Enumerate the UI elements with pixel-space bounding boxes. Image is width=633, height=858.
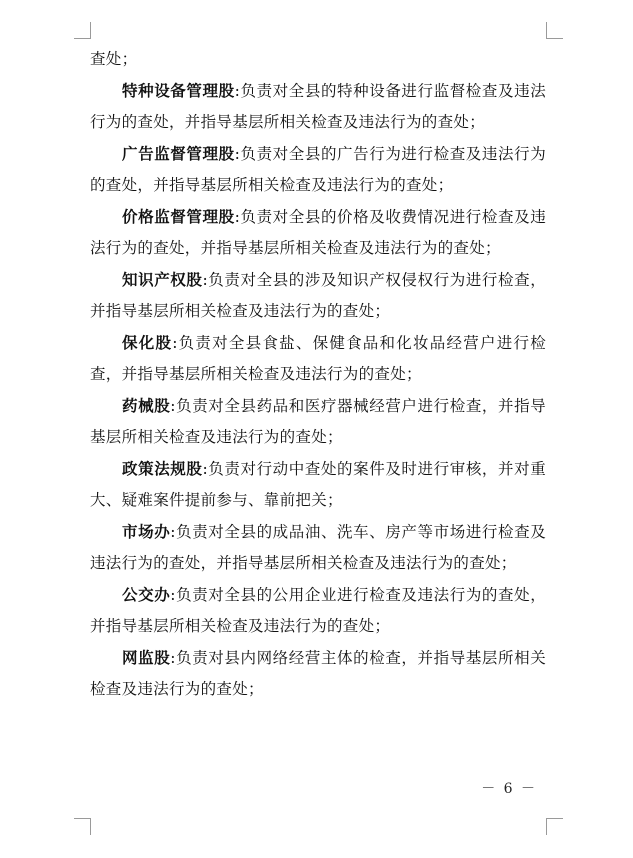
- paragraph-market-office: [90, 517, 546, 580]
- crop-mark-top-right: [546, 22, 563, 39]
- paragraph-policy-law: [90, 454, 546, 517]
- department-title: 价格监督管理股: [122, 207, 235, 226]
- paragraph-price: [90, 202, 546, 265]
- department-title: 知识产权股: [122, 270, 203, 289]
- department-title: 市场办: [122, 522, 171, 541]
- paragraph-advertising: [90, 139, 546, 202]
- department-duty: :负责对全县的成品油、洗车、房产等市场进行检查及违法行为的查处，并指导基层所相关检查及违法行为的查处；: [90, 522, 546, 572]
- department-duty: :负责对全县的广告行为进行检查及违法行为的查处，并指导基层所相关检查及违法行为的查处；: [90, 144, 546, 194]
- paragraph-drugs-devices: [90, 391, 546, 454]
- continuation-text: 查处；: [90, 50, 138, 68]
- paragraph-public-utilities: [90, 580, 546, 643]
- page-number: － 6 －: [481, 781, 537, 797]
- department-duty: :负责对县内网络经营主体的检查，并指导基层所相关检查及违法行为的查处；: [90, 648, 546, 698]
- department-title: 政策法规股: [122, 459, 203, 478]
- crop-mark-bottom-left: [74, 818, 91, 835]
- department-title: 保化股: [122, 333, 173, 352]
- department-title: 网监股: [122, 648, 171, 667]
- department-title: 广告监督管理股: [122, 144, 235, 163]
- paragraph-internet: [90, 643, 546, 706]
- department-duty: :负责对全县的价格及收费情况进行检查及违法行为的查处，并指导基层所相关检查及违法行为的查处；: [90, 207, 546, 257]
- department-duty: :负责对行动中查处的案件及时进行审核，并对重大、疑难案件提前参与、靠前把关；: [90, 459, 546, 509]
- crop-mark-top-left: [74, 22, 91, 39]
- document-body: [90, 44, 546, 706]
- crop-mark-bottom-right: [546, 818, 563, 835]
- department-duty: :负责对全县的公用企业进行检查及违法行为的查处，并指导基层所相关检查及违法行为的查处；: [90, 585, 546, 635]
- department-duty: :负责对全县食盐、保健食品和化妆品经营户进行检查，并指导基层所相关检查及违法行为的查处；: [90, 333, 546, 383]
- department-duty: :负责对全县的特种设备进行监督检查及违法行为的查处，并指导基层所相关检查及违法行为的查处；: [90, 81, 546, 131]
- paragraph-health-cosmetics: [90, 328, 546, 391]
- department-title: 特种设备管理股: [122, 81, 235, 100]
- department-duty: :负责对全县药品和医疗器械经营户进行检查，并指导基层所相关检查及违法行为的查处；: [90, 396, 546, 446]
- paragraph-special-equipment: [90, 76, 546, 139]
- department-title: 药械股: [122, 396, 171, 415]
- department-title: 公交办: [122, 585, 171, 604]
- paragraph-ip: [90, 265, 546, 328]
- department-duty: :负责对全县的涉及知识产权侵权行为进行检查，并指导基层所相关检查及违法行为的查处；: [90, 270, 546, 320]
